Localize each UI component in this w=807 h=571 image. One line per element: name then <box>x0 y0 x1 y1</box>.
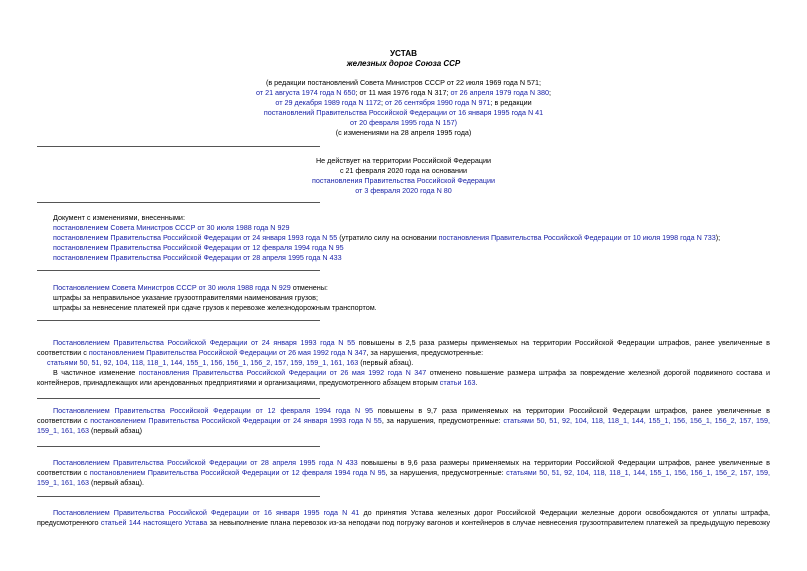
edition-line-2: от 21 августа 1974 года N 650; от 11 мая 1976 года N 317; от 26 апреля 1979 года N 380; <box>255 88 552 97</box>
divider <box>37 320 320 321</box>
p2-link-1994[interactable]: Постановлением Правительства Российской Федерации от 12 февраля 1994 года N 95 <box>53 406 374 415</box>
edition-link-1990[interactable]: от 26 сентября 1990 года N 971 <box>385 98 491 107</box>
p4-line-2: предусмотренного статьей 144 настоящего Устава за невыполнение плана перевозок из-за неподачи под погрузку вагонов и контейнеров в случае невнесения грузоотправителем платежей за предыдущую перевозку <box>37 518 770 527</box>
p2-line-1: Постановлением Правительства Российской Федерации от 12 февраля 1994 года N 95 повышены в 9,7 раза применяемых на территории Российской Федерации штрафов, ранее увеличенные в <box>53 406 770 415</box>
edition-link-1995-41[interactable]: постановлений Правительства Российской Федерации от 16 января 1995 года N 41 <box>263 108 544 117</box>
changes-heading: Документ с изменениями, внесенными: <box>53 213 185 222</box>
p4-link-144[interactable]: статьей 144 настоящего Устава <box>100 518 208 527</box>
change-link-1998[interactable]: постановления Правительства Российской Федерации от 10 июля 1998 года N 733 <box>438 233 716 242</box>
divider <box>37 202 320 203</box>
p1-link-163[interactable]: статьи 163 <box>439 378 476 387</box>
p1-link-1993[interactable]: Постановлением Правительства Российской Федерации от 24 января 1993 года N 55 <box>53 338 356 347</box>
p3-link-1994[interactable]: постановлением Правительства Российской Федерации от 12 февраля 1994 года N 95 <box>89 468 386 477</box>
document-title: УСТАВ <box>389 49 418 58</box>
change-item-1993: постановлением Правительства Российской Федерации от 24 января 1993 года N 55 (утратило силу на основании постановления Правительства Российской Федерации от 10 июля 1998 года N 733); <box>53 233 721 242</box>
p2-link-articles[interactable]: статьями 50, 51, 92, 104, 118, 118_1, 144, 155_1, 156, 156_1, 156_2, 157, 159, <box>503 416 770 425</box>
p4-line-1: Постановлением Правительства Российской Федерации от 16 января 1995 года N 41 до принятия Устава железных дорог Российской Федерации железные дороги освобождаются от уплаты штрафа, <box>53 508 770 517</box>
edition-link-1989[interactable]: от 29 декабря 1989 года N 1172 <box>275 98 382 107</box>
change-link-1988[interactable]: постановлением Совета Министров СССР от 30 июля 1988 года N 929 <box>53 223 290 232</box>
edition-link-1974[interactable]: от 21 августа 1974 года N 650 <box>255 88 356 97</box>
p1-link-1992[interactable]: постановлением Правительства Российской Федерации от 26 мая 1992 года N 347 <box>88 348 367 357</box>
p3-line-2: соответствии с постановлением Правительства Российской Федерации от 12 февраля 1994 года N 95, за нарушения, предусмотренные: статьями 50, 51, 92, 104, 118, 118_1, 144, 155_1, 156, 156_1, 156_2, 157, 159, <box>37 468 770 477</box>
status-link-2[interactable]: от 3 февраля 2020 года N 80 <box>355 186 452 195</box>
change-link-1995[interactable]: постановлением Правительства Российской Федерации от 28 апреля 1995 года N 433 <box>53 253 342 262</box>
change-link-1993[interactable]: постановлением Правительства Российской Федерации от 24 января 1993 года N 55 <box>53 233 338 242</box>
p1-line-4: В частичное изменение постановления Правительства Российской Федерации от 26 мая 1992 года N 347 отменено повышение размера штрафа за повреждение железной дорогой подвижного состава и <box>53 368 770 377</box>
p3-line-3: 159_1, 161, 163 (первый абзац). <box>37 478 144 487</box>
cancel-link[interactable]: Постановлением Совета Министров СССР от 30 июля 1988 года N 929 <box>53 283 291 292</box>
cancel-line-2: штрафы за неправильное указание грузоотправителями наименования грузов; <box>53 293 318 302</box>
p2-line-2: соответствии с постановлением Правительства Российской Федерации от 24 января 1993 года N 55, за нарушения, предусмотренные: статьями 50, 51, 92, 104, 118, 118_1, 144, 155_1, 156, 156_1, 156_2, 157, 159, <box>37 416 770 425</box>
change-link-1994[interactable]: постановлением Правительства Российской Федерации от 12 февраля 1994 года N 95 <box>53 243 344 252</box>
p1-link-1992-b[interactable]: постановления Правительства Российской Федерации от 26 мая 1992 года N 347 <box>138 368 427 377</box>
edition-line-3: от 29 декабря 1989 года N 1172; от 26 сентября 1990 года N 971; в редакции <box>275 98 532 107</box>
p1-line-2: соответствии с постановлением Правительства Российской Федерации от 26 мая 1992 года N 347, за нарушения, предусмотренные: <box>37 348 484 357</box>
p3-link-articles[interactable]: статьями 50, 51, 92, 104, 118, 118_1, 144, 155_1, 156, 156_1, 156_2, 157, 159, <box>506 468 770 477</box>
p1-line-3: статьями 50, 51, 92, 104, 118, 118_1, 144, 155_1, 156, 156_1, 156_2, 157, 159, 159_1, 161, 163 (первый абзац). <box>47 358 414 367</box>
status-line-2: с 21 февраля 2020 года на основании <box>339 166 468 175</box>
cancel-line-3: штрафы за невнесение платежей при сдаче грузов к перевозке железнодорожным транспортом. <box>53 303 377 312</box>
p3-link-articles-2[interactable]: 159_1, 161, 163 <box>37 478 89 487</box>
edition-line-1: (в редакции постановлений Совета Министров СССР от 22 июля 1969 года N 571; <box>265 78 542 87</box>
status-link-1[interactable]: постановления Правительства Российской Федерации <box>311 176 496 185</box>
changes-date: (с изменениями на 28 апреля 1995 года) <box>335 128 472 137</box>
cancel-line-1: Постановлением Совета Министров СССР от 30 июля 1988 года N 929 отменены: <box>53 283 328 292</box>
p1-line-1: Постановлением Правительства Российской Федерации от 24 января 1993 года N 55 повышены в 2,5 раза размеры применяемых на территории Российской Федерации штрафов, ранее увеличенные в <box>53 338 770 347</box>
divider <box>37 270 320 271</box>
edition-link-1979[interactable]: от 26 апреля 1979 года N 380 <box>450 88 550 97</box>
p4-link-1995[interactable]: Постановлением Правительства Российской Федерации от 16 января 1995 года N 41 <box>53 508 360 517</box>
p2-line-3: 159_1, 161, 163 (первый абзац) <box>37 426 143 435</box>
divider <box>37 146 320 147</box>
p1-link-articles[interactable]: статьями 50, 51, 92, 104, 118, 118_1, 144, 155_1, 156, 156_1, 156_2, 157, 159, 159_1, 161, 163 <box>47 358 359 367</box>
p3-line-1: Постановлением Правительства Российской Федерации от 28 апреля 1995 года N 433 повышены в 9,6 раза размеры применяемых на территории Российской Федерации штрафов, ранее увеличенные в <box>53 458 770 467</box>
document-subtitle: железных дорог Союза ССР <box>346 59 461 68</box>
divider <box>37 496 320 497</box>
status-line-1: Не действует на территории Российской Федерации <box>315 156 492 165</box>
edition-link-1995-157[interactable]: от 20 февраля 1995 года N 157) <box>350 118 457 127</box>
p2-link-1993[interactable]: постановлением Правительства Российской Федерации от 24 января 1993 года N 55 <box>90 416 382 425</box>
p2-link-articles-2[interactable]: 159_1, 161, 163 <box>37 426 89 435</box>
p3-link-1995[interactable]: Постановлением Правительства Российской Федерации от 28 апреля 1995 года N 433 <box>53 458 358 467</box>
divider <box>37 446 320 447</box>
divider <box>37 398 320 399</box>
p1-line-5: контейнеров, принадлежащих или арендованных предприятиями и организациями, предусмотренного абзацем вторым статьи 163. <box>37 378 478 387</box>
